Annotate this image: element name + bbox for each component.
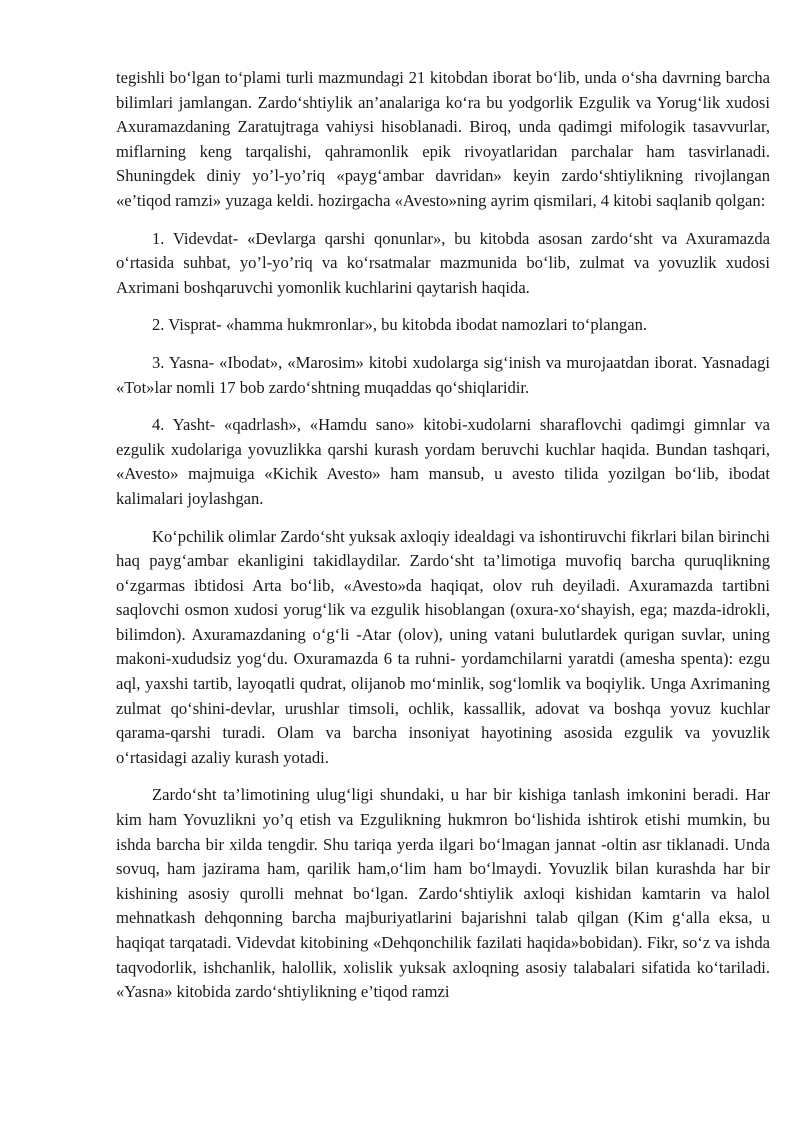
paragraph-zoroaster-teaching: Ko‘pchilik olimlar Zardo‘sht yuksak axloqiy idealdagi va ishontiruvchi fikrlari bilan birinchi haq payg‘ambar ekanligini takidlaydilar. Zardo‘sht ta’limotiga muvofiq barcha quruqlikning o‘zgarmas ibtidosi Arta bo‘lib, «Avesto»da haqiqat, olov ruh deyiladi. Axuramazda tartibni saqlovchi osmon xudosi yorug‘lik va ezgulik hisoblangan (oxura-xo‘shayish, ega; mazda-idrokli, bilimdon). Axuramazdaning o‘g‘li -Atar (olov), uning vatani bulutlardek qurigan suvlar, uning makoni-xududsiz yog‘du. Oxuramazda 6 ta ruhni- yordamchilarni yaratdi (amesha spenta): ezgu aql, yaxshi tartib, layoqatli qudrat, olijanob mo‘minlik, sog‘lomlik va boqiylik. Unga Axrimaning zulmat qo‘shini-devlar, urushlar timsoli, ochlik, kassallik, adovat va boshqa yovuz kuchlar qarama-qarshi turadi. Olam va barcha insoniyat hayotining asosida ezgulik va yovuzlik o‘rtasidagi azaliy kurash yotadi.	[116, 526, 770, 767]
paragraph-zoroaster-greatness: Zardo‘sht ta’limotining ulug‘ligi shundaki, u har bir kishiga tanlash imkonini beradi. Har kim ham Yovuzlikni yo’q etish va Ezgulikning hukmron bo‘lishida ishtirok etishi mumkin, bu ishda barcha bir xilda tengdir. Shu tariqa yerda ilgari bo‘lmagan jannat -oltin asr tiklanadi. Unda sovuq, ham jazirama ham, qarilik ham,o‘lim ham bo‘lmaydi. Yovuzlik bilan kurashda har bir kishining asosiy qurolli mehnat bo‘lgan. Zardo‘shtiylik axloqi kishidan kamtarin va halol mehnatkash dehqonning barcha majburiyatlarini bajarishni talab qilgan (Kim g‘alla eksa, u haqiqat tarqatadi. Videvdat kitobining «Dehqonchilik fazilati haqida»bobidan). Fikr, so‘z va ishda taqvodorlik, ishchanlik, halollik, xolislik yuksak axloqning asosiy talabalari sifatida ko‘tariladi. «Yasna» kitobida zardo‘shtiylikning e’tiqod ramzi	[116, 785, 770, 1002]
document-page	[116, 66, 770, 1005]
paragraph-visprat: 2. Visprat- «hamma hukmronlar», bu kitobda ibodat namozlari to‘plangan.	[152, 315, 648, 335]
paragraph-yasna: 3. Yasna- «Ibodat», «Marosim» kitobi xudolarga sig‘inish va murojaatdan iborat. Yasnadagi «Tot»lar nomli 17 bob zardo‘shtning muqaddas qo‘shiqlaridir.	[116, 352, 770, 397]
paragraph-videvdat: 1. Videvdat- «Devlarga qarshi qonunlar», bu kitobda asosan zardo‘sht va Axuramazda o‘rtasida suhbat, yo’l-yo’riq va ko‘rsatmalar mazmunida bo‘lib, zulmat va yovuzlik xudosi Axrimani boshqaruvchi yomonlik kuchlarini qaytarish haqida.	[116, 228, 770, 297]
paragraph-yasht: 4. Yasht- «qadrlash», «Hamdu sano» kitobi-xudolarni sharaflovchi qadimgi gimnlar va ezgulik xudolariga yovuzlikka qarshi kurash yordam beruvchi kuchlar haqida. Bundan tashqari, «Avesto» majmuiga «Kichik Avesto» ham mansub, u avesto tilida yozilgan bo‘lib, ibodat kalimalari joylashgan.	[116, 415, 770, 508]
paragraph-avesto-intro: tegishli bo‘lgan to‘plami turli mazmundagi 21 kitobdan iborat bo‘lib, unda o‘sha davrning barcha bilimlari jamlangan. Zardo‘shtiylik an’analariga ko‘ra bu yodgorlik Ezgulik va Yorug‘lik xudosi Axuramazdaning Zaratujtraga vahiysi hisoblanadi. Biroq, unda qadimgi mifologik tasavvurlar, miflarning keng tarqalishi, qahramonlik epik rivoyatlaridan parchalar ham tasvirlanadi. Shuningdek diniy yo’l-yo’riq «payg‘ambar davridan» keyin zardo‘shtiylikning rivojlangan «e’tiqod ramzi» yuzaga keldi. hozirgacha «Avesto»ning ayrim qismilari, 4 kitobi saqlanib qolgan:	[116, 68, 770, 210]
